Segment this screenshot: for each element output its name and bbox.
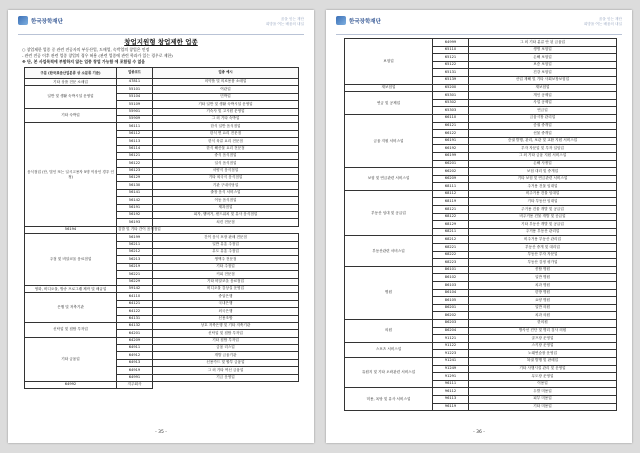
example-cell: 금융 리스업 [153, 345, 299, 352]
example-cell: 기타 사행시설 관리 및 운영업 [469, 365, 617, 373]
code-cell: 86203 [433, 319, 469, 327]
code-cell: 86103 [433, 282, 469, 290]
code-cell: 96113 [433, 395, 469, 403]
code-cell: 66192 [433, 145, 469, 153]
example-cell: 주거용 부동산 관리업 [469, 228, 617, 236]
code-cell: 64122 [117, 308, 153, 315]
table-row [345, 168, 617, 176]
table-row [25, 293, 299, 300]
code-cell: 64201 [117, 330, 153, 337]
header-divider [18, 34, 304, 35]
note-1: ○ 창업제한 업종 중 관련 전공자의 부동산업, 도매업, 숙박업의 창업은 인정 [22, 47, 150, 52]
code-cell: 66191 [433, 137, 469, 145]
example-cell: 기타 집합 투자업 [153, 337, 299, 344]
example-cell: 한방 병원 [469, 289, 617, 297]
table-row [345, 114, 617, 122]
code-cell: 55901 [117, 108, 153, 115]
table-row [25, 108, 299, 115]
example-cell: 이동 음식점업 [153, 197, 299, 204]
code-cell: 56130 [117, 182, 153, 189]
code-cell: 56112 [117, 130, 153, 137]
code-cell: 56122 [117, 160, 153, 167]
example-cell: 피부 미용업 [469, 395, 617, 403]
example-cell: 그 외 기타 분류 안 된 금융업 [469, 39, 617, 47]
foundation-logo [18, 16, 63, 25]
example-cell: 연금업 [469, 107, 617, 115]
code-cell: 56211 [117, 241, 153, 248]
code-cell: 64131 [117, 315, 153, 322]
category-cell: 주점 및 비알코올 음료점업 [25, 234, 117, 286]
code-cell: 91223 [433, 350, 469, 358]
example-cell: 신용조합 [153, 315, 299, 322]
logo-label: 한국장학재단 [349, 18, 381, 25]
example-cell: 무도 유흥 주점업 [153, 248, 299, 255]
example-cell: 선물 중개업 [469, 130, 617, 138]
code-cell: 56229 [117, 278, 153, 285]
slogan-line-1: 꿈을 잇는 재단 [598, 17, 622, 21]
example-cell: 한식 육류 요리 전문점 [153, 138, 299, 145]
code-cell: 47811 [117, 79, 153, 86]
code-cell: 86105 [433, 297, 469, 305]
example-cell: 비디오물 감상실 운영업 [153, 285, 299, 292]
category-cell: 유원지 및 기타 오락관련 서비스업 [345, 357, 433, 387]
example-cell: 김밥 및 기타 간이 음식점업 [117, 226, 153, 233]
code-cell: 65302 [433, 99, 469, 107]
example-cell: 재보험업 [469, 84, 617, 92]
code-cell: 66209 [433, 175, 469, 183]
code-cell: 65122 [433, 61, 469, 69]
code-cell: 56192 [117, 212, 153, 219]
example-cell: 손해 사정업 [469, 160, 617, 168]
code-cell: 56199 [117, 234, 153, 241]
code-cell: 56111 [117, 123, 153, 130]
code-cell: 68121 [433, 206, 469, 214]
table-row [25, 226, 299, 233]
code-cell: 66121 [433, 122, 469, 130]
category-cell: 보험 및 연금관련 서비스업 [345, 168, 433, 191]
code-cell: 96111 [433, 380, 469, 388]
example-cell: 증권 발행, 관리, 보관 및 교환 지원 서비스업 [469, 137, 617, 145]
table-row [25, 86, 299, 93]
category-cell: 은행 및 저축기관 [25, 293, 117, 323]
note-3: ※ 단, 본 사업목적에 부합하지 않는 업종 창업 가능함 에 포함될 수 없음 [22, 59, 145, 64]
logo-label: 한국장학재단 [31, 18, 63, 25]
code-cell: 68221 [433, 244, 469, 252]
category-cell: 기타 숙박업 [25, 108, 117, 123]
code-cell: 66199 [433, 152, 469, 160]
example-cell: 방사선 진단 및 병리 검사 의원 [469, 327, 617, 335]
table-row [345, 84, 617, 92]
table-row [345, 319, 617, 327]
code-cell: 68222 [433, 251, 469, 259]
category-cell: 부동산관련 서비스업 [345, 236, 433, 266]
restricted-industries-table-right [344, 38, 617, 411]
code-cell: 65110 [433, 46, 469, 54]
example-cell: 기타 보험 및 연금관련 서비스업 [469, 175, 617, 183]
note-2: - 관련 전공 이후 관련 업종 창업의 경우 허용 (관련 업종에 관련 학과가 있는 경우로 제한) [22, 53, 173, 58]
table-row [345, 190, 617, 198]
restricted-industries-table-left [24, 67, 299, 389]
category-cell: 보험업 [345, 39, 433, 85]
table-row [345, 236, 617, 244]
logo-icon [18, 16, 28, 25]
code-cell: 64132 [117, 322, 153, 329]
code-cell: 65303 [433, 107, 469, 115]
code-cell: 86204 [433, 327, 469, 335]
code-cell: 56213 [117, 256, 153, 263]
code-cell: 59142 [117, 285, 153, 292]
code-cell: 91249 [433, 365, 469, 373]
table-row [345, 388, 617, 396]
category-cell: 부동산 임대 및 공급업 [345, 190, 433, 236]
example-cell: 기타 부동산 임대업 [469, 198, 617, 206]
code-cell: 56114 [117, 145, 153, 152]
example-cell: 그 외 기타 여신 금융업 [153, 367, 299, 374]
code-cell: 66201 [433, 160, 469, 168]
example-cell: 중식 음식점업 [153, 152, 299, 159]
code-cell: 64110 [117, 293, 153, 300]
code-cell: 64999 [433, 39, 469, 47]
example-cell: 주거용 건물 개발 및 공급업 [469, 206, 617, 214]
example-cell: 증권 중개업 [469, 122, 617, 130]
example-cell: 그 외 기타 금융 지원 서비스업 [469, 152, 617, 160]
example-cell: 외국은행 [153, 308, 299, 315]
category-cell: 기타 상품 전문 소매업 [25, 79, 117, 86]
example-cell: 종합 병원 [469, 266, 617, 274]
category-cell: 미용, 욕탕 및 유사 서비스업 [345, 388, 433, 411]
category-cell: 기타 금융업 [25, 337, 117, 381]
example-cell: 기타 비알코올 음료점업 [153, 278, 299, 285]
code-cell: 56141 [117, 189, 153, 196]
example-cell: 일반 의원 [469, 304, 617, 312]
category-cell: 영화, 비디오물, 방송 프로그램 제작 및 배급업 [25, 285, 117, 292]
example-cell: 출장 음식 서비스업 [153, 189, 299, 196]
example-cell: 복권 발행 및 판매업 [469, 357, 617, 365]
example-cell: 보험 대리 및 중개업 [469, 168, 617, 176]
example-cell: 민박업 [153, 93, 299, 100]
example-cell: 보증 보험업 [469, 61, 617, 69]
example-cell: 한식 해산물 요리 전문점 [153, 145, 299, 152]
code-cell: 64919 [117, 367, 153, 374]
example-cell: 의약품 및 의료용품 소매업 [153, 79, 299, 86]
code-cell: 64912 [117, 352, 153, 359]
example-cell: 기관 구내식당업 [153, 182, 299, 189]
example-cell: 부동산 투자 자문업 [469, 251, 617, 259]
table-row [345, 39, 617, 47]
example-cell: 제과점업 [153, 204, 299, 211]
code-cell: 66202 [433, 168, 469, 176]
example-cell: 두발 미용업 [469, 388, 617, 396]
example-cell: 기타 일반 및 생활 숙박시설 운영업 [153, 101, 299, 108]
code-cell: 64991 [117, 374, 153, 381]
example-cell: 기금 운영업 [153, 374, 299, 381]
code-cell: 64121 [117, 300, 153, 307]
code-cell: 65131 [433, 69, 469, 77]
example-cell: 치과 의원 [469, 312, 617, 320]
table-row [345, 357, 617, 365]
code-cell: 56142 [117, 197, 153, 204]
category-cell: 음식점업 (단, 법인 또는 일시고용자 5명 이상인 경우 인정) [25, 123, 117, 226]
category-cell: 병원 [345, 266, 433, 319]
code-cell: 56219 [117, 263, 153, 270]
category-cell: 금융 지원 서비스업 [345, 114, 433, 167]
page-36 [326, 10, 632, 443]
slogan-line-1: 꿈을 잇는 재단 [280, 17, 304, 21]
example-cell: 산업 재해 및 기타 사회보장보험업 [469, 76, 617, 84]
example-cell: 상호 저축은행 및 기타 저축기관 [153, 322, 299, 329]
code-cell: 64992 [25, 382, 117, 389]
example-cell: 부동산 중개 및 대리업 [469, 244, 617, 252]
example-cell: 신탁업 및 집합 투자업 [153, 330, 299, 337]
code-cell: 68111 [433, 183, 469, 191]
example-cell: 그 외 기타 숙박업 [153, 115, 299, 122]
code-cell: 56193 [117, 219, 153, 226]
foundation-logo [336, 16, 381, 25]
code-cell: 56212 [117, 248, 153, 255]
example-cell: 손해 보험업 [469, 54, 617, 62]
code-cell: 65139 [433, 76, 469, 84]
example-cell: 개발 금융기관 [153, 352, 299, 359]
example-cell: 사업 공제업 [469, 99, 617, 107]
example-cell: 부동산 감정 평가업 [469, 259, 617, 267]
code-cell: 56221 [117, 271, 153, 278]
code-cell: 68119 [433, 198, 469, 206]
example-cell: 일반 병원 [469, 274, 617, 282]
example-cell: 신용카드 및 할부 금융업 [153, 359, 299, 366]
code-cell: 65200 [433, 84, 469, 92]
header-code: 업종코드 [117, 68, 153, 79]
page-number: - 35 - [155, 430, 167, 435]
table-row [345, 266, 617, 274]
code-cell: 91121 [433, 335, 469, 343]
slogan-line-2: 희망을 여는 배움의 내일 [583, 21, 622, 26]
notes [22, 47, 302, 65]
code-cell: 64209 [117, 337, 153, 344]
example-cell: 투자 자문업 및 투자 일임업 [469, 145, 617, 153]
code-cell: 68112 [433, 190, 469, 198]
code-cell: 55909 [117, 115, 153, 122]
example-cell: 요양 병원 [469, 297, 617, 305]
code-cell: 86101 [433, 266, 469, 274]
slogan-line-2: 희망을 여는 배움의 내일 [265, 21, 304, 26]
example-cell: 치과 병원 [469, 282, 617, 290]
code-cell: 56123 [117, 167, 153, 174]
example-cell: 국내은행 [153, 300, 299, 307]
code-cell: 86102 [433, 274, 469, 282]
code-cell: 66122 [433, 130, 469, 138]
code-cell: 86104 [433, 289, 469, 297]
example-cell: 한식 일반 음식점업 [153, 123, 299, 130]
example-cell: 일식 음식점업 [153, 160, 299, 167]
example-cell: 여관업 [153, 86, 299, 93]
example-cell: 커피 전문점 [153, 271, 299, 278]
example-cell: 비주거용 건물 임대업 [469, 190, 617, 198]
header-divider [336, 34, 622, 35]
code-cell: 55101 [117, 86, 153, 93]
example-cell: 치킨 전문점 [153, 219, 299, 226]
table-row [25, 285, 299, 292]
header-slogan [266, 17, 304, 26]
category-cell: 신탁업 및 집합 투자업 [25, 322, 117, 337]
code-cell: 56121 [117, 152, 153, 159]
table-row [345, 342, 617, 350]
example-cell: 노래연습장 운영업 [469, 350, 617, 358]
example-cell: 기타 외국식 음식점업 [153, 175, 299, 182]
example-cell: 생명 보험업 [469, 46, 617, 54]
code-cell: 91241 [433, 357, 469, 365]
header-category: 구분 (한국표준산업분류 상 소분류 기준) [25, 68, 117, 79]
category-cell: 스포츠 서비스업 [345, 342, 433, 357]
code-cell: 55109 [117, 101, 153, 108]
example-cell: 기숙사 및 고시원 운영업 [153, 108, 299, 115]
table-row [25, 234, 299, 241]
example-cell: 기타 부동산 개발 및 공급업 [469, 221, 617, 229]
table-row [345, 92, 617, 100]
example-cell: 피자, 햄버거, 샌드위치 및 유사 음식점업 [153, 212, 299, 219]
header-slogan [584, 17, 622, 26]
example-cell: 기타 주점업 [153, 263, 299, 270]
example-cell: 주거용 건물 임대업 [469, 183, 617, 191]
table-row [25, 79, 299, 86]
example-cell: 무도장 운영업 [469, 373, 617, 381]
logo-icon [336, 16, 346, 25]
category-cell: 재보험업 [345, 84, 433, 92]
code-cell: 96112 [433, 388, 469, 396]
example-cell: 한식 면 요리 전문점 [153, 130, 299, 137]
example-cell: 건강 보험업 [469, 69, 617, 77]
code-cell: 65121 [433, 54, 469, 62]
example-cell: 일반 유흥 주점업 [153, 241, 299, 248]
page-35 [8, 10, 314, 443]
code-cell: 86202 [433, 312, 469, 320]
code-cell: 68223 [433, 259, 469, 267]
category-cell: 일반 및 생활 숙박시설 운영업 [25, 86, 117, 108]
table-row [25, 123, 299, 130]
table-row [25, 337, 299, 344]
code-cell: 65301 [433, 92, 469, 100]
code-cell: 56194 [25, 226, 117, 233]
example-cell: 중앙은행 [153, 293, 299, 300]
page-header [18, 16, 304, 34]
table-row [25, 322, 299, 329]
category-cell: 연금 및 공제업 [345, 92, 433, 115]
example-cell: 지주회사 [117, 382, 153, 389]
example-cell: 비주거용 부동산 관리업 [469, 236, 617, 244]
code-cell: 68122 [433, 213, 469, 221]
example-cell: 기타 미용업 [469, 403, 617, 411]
code-cell: 66110 [433, 114, 469, 122]
code-cell: 96119 [433, 403, 469, 411]
code-cell: 68212 [433, 236, 469, 244]
code-cell: 64911 [117, 345, 153, 352]
code-cell: 91122 [433, 342, 469, 350]
document-title: 창업지원형 창업제한 업종 [124, 38, 198, 46]
code-cell: 86201 [433, 304, 469, 312]
example-cell: 생맥주 전문점 [153, 256, 299, 263]
code-cell: 68129 [433, 221, 469, 229]
example-cell: 골프장 운영업 [469, 335, 617, 343]
code-cell: 64913 [117, 359, 153, 366]
code-cell: 56129 [117, 175, 153, 182]
category-cell: 의원 [345, 319, 433, 342]
example-cell: 서양식 음식점업 [153, 167, 299, 174]
table-row [25, 382, 299, 389]
code-cell: 56191 [117, 204, 153, 211]
page-number: - 36 - [473, 430, 485, 435]
example-cell: 개인 공제업 [469, 92, 617, 100]
page-header [336, 16, 622, 34]
code-cell: 91291 [433, 373, 469, 381]
example-cell: 금융시장 관리업 [469, 114, 617, 122]
code-cell: 55104 [117, 93, 153, 100]
example-cell: 비주거용 건물 개발 및 공급업 [469, 213, 617, 221]
code-cell: 56113 [117, 138, 153, 145]
code-cell: 68211 [433, 228, 469, 236]
example-cell: 한의원 [469, 319, 617, 327]
header-example: 업종 예시 [153, 68, 299, 79]
example-cell: 간이 음식 포장 판매 전문점 [153, 234, 299, 241]
example-cell: 이용업 [469, 380, 617, 388]
example-cell: 스키장 운영업 [469, 342, 617, 350]
